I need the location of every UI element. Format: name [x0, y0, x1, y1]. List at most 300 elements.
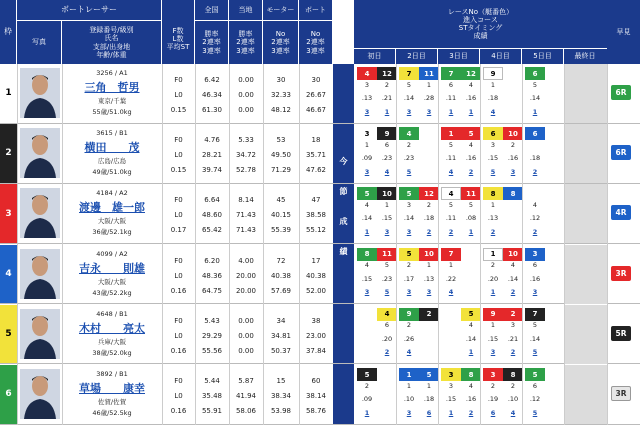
st-timing: .12 — [529, 395, 541, 403]
racer-row[interactable] — [0, 124, 640, 184]
race-no-badge[interactable]: 2 — [419, 308, 439, 321]
flst-value: F0 — [174, 256, 183, 265]
race-no-badge[interactable]: 10 — [503, 248, 523, 261]
top2-label: 2連率 — [271, 38, 290, 47]
st-timing: .14 — [403, 214, 415, 223]
flst-value: F0 — [174, 76, 183, 84]
stat-value: 71.43 — [235, 211, 257, 220]
mid-char: 成 — [339, 217, 348, 226]
final-day-cell — [565, 184, 607, 243]
stat-value: 57.69 — [270, 286, 292, 295]
stat-value: 26.67 — [305, 91, 327, 99]
finish-result[interactable]: 3 — [532, 288, 538, 297]
racer-avatar-icon — [20, 249, 60, 299]
st-timing: .18 — [529, 154, 541, 163]
stat-value: 48.12 — [270, 106, 292, 114]
stat-value: 50.37 — [270, 346, 292, 355]
race-no-badge[interactable]: 1 — [441, 127, 461, 140]
st-timing: .20 — [487, 274, 499, 283]
stat-value: 5.33 — [238, 136, 254, 145]
race-no-badge[interactable]: 11 — [461, 187, 481, 200]
race-no-badge[interactable]: 10 — [503, 127, 523, 140]
stat-value: 60 — [311, 377, 321, 385]
f-count-label: F数 — [172, 26, 184, 35]
course-value: 6 — [384, 140, 390, 149]
st-timing: .14 — [507, 274, 519, 283]
race-no-badge[interactable]: 6 — [483, 127, 503, 140]
top3-label: 3連率 — [236, 46, 255, 55]
racer-photo — [20, 68, 60, 118]
finish-result[interactable]: 6 — [426, 408, 432, 417]
flst-value: 0.16 — [170, 407, 187, 415]
stat-value: 23.00 — [305, 331, 327, 340]
finish-result[interactable]: 5 — [532, 348, 538, 357]
finish-result[interactable]: 2 — [490, 227, 496, 236]
stat-value: 55.91 — [201, 407, 223, 415]
race-no-badge[interactable]: 9 — [483, 67, 503, 80]
boat-number: 2 — [0, 124, 17, 183]
age-weight: 38歳/52.0kg — [92, 348, 132, 357]
boat-header: ボート — [299, 0, 333, 20]
column-divider — [299, 64, 300, 425]
race-no-badge[interactable]: 8 — [483, 187, 503, 200]
course-label: 進入コース — [463, 15, 498, 24]
course-value: 6 — [532, 261, 538, 270]
st-timing: .26 — [403, 334, 415, 343]
stat-value: 6.20 — [204, 256, 220, 265]
flst-value: L0 — [174, 211, 183, 220]
mid-char: 節 — [339, 187, 348, 196]
course-value: 2 — [406, 321, 412, 330]
stat-value: 5.87 — [238, 377, 254, 385]
stat-value: 5.44 — [204, 377, 220, 385]
race-no-badge[interactable]: 7 — [399, 67, 419, 80]
day-header: 初日 — [354, 49, 396, 64]
stat-value: 58.76 — [305, 407, 327, 415]
st-timing: .16 — [465, 94, 477, 102]
branch: 兵庫/大阪 — [97, 337, 127, 346]
column-divider — [17, 64, 18, 425]
finish-result[interactable]: 4 — [448, 167, 454, 176]
race-no-badge[interactable]: 12 — [377, 67, 397, 80]
early-race-button[interactable]: 3R — [611, 266, 631, 281]
finish-result[interactable]: 1 — [490, 288, 496, 297]
racer-name[interactable]: 吉永 則雄 — [79, 261, 145, 275]
course-value: 1 — [364, 140, 370, 149]
course-value: 1 — [490, 80, 496, 89]
race-no-badge[interactable]: 2 — [503, 308, 523, 321]
stat-value: 0.00 — [238, 316, 254, 325]
course-value: 2 — [490, 381, 496, 390]
stat-value: 38.14 — [305, 392, 327, 400]
early-race-button[interactable]: 3R — [611, 386, 631, 401]
stat-value: 38.34 — [270, 392, 292, 400]
race-no-badge[interactable]: 3 — [441, 368, 461, 381]
age-weight-label: 年齢/体重 — [96, 50, 127, 59]
course-value: 5 — [448, 140, 454, 149]
finish-result[interactable]: 2 — [510, 348, 516, 357]
flst-value: 0.16 — [170, 346, 187, 355]
finish-result[interactable]: 3 — [364, 167, 370, 176]
final-day-cell — [565, 124, 607, 183]
course-value: 4 — [510, 261, 516, 270]
stat-value: 58.06 — [235, 407, 257, 415]
stat-value: 52.78 — [235, 166, 257, 175]
column-divider — [195, 64, 196, 425]
finish-result[interactable]: 6 — [490, 408, 496, 417]
column-divider — [396, 64, 397, 425]
race-no-badge[interactable]: 3 — [525, 248, 545, 261]
flst-value: 0.17 — [170, 226, 187, 235]
st-timing-label: STタイミング — [458, 24, 503, 32]
st-timing: .10 — [507, 395, 519, 403]
day-header: 最終日 — [574, 52, 596, 61]
st-timing: .13 — [487, 214, 499, 223]
st-timing: .21 — [381, 94, 393, 102]
final-day-cell — [565, 64, 607, 123]
stat-value: 65.42 — [201, 226, 223, 235]
mid-char: 績 — [339, 247, 348, 256]
race-no-badge[interactable]: 7 — [441, 67, 461, 80]
course-value: 6 — [448, 80, 454, 89]
race-no-badge[interactable]: 12 — [419, 187, 439, 200]
st-timing: .10 — [403, 395, 415, 403]
st-timing: .13 — [361, 94, 373, 102]
flst-value: 0.15 — [170, 106, 187, 114]
stat-value: 49.50 — [270, 151, 292, 160]
avg-st-label: 平均ST — [166, 43, 190, 52]
race-no-badge[interactable]: 5 — [525, 368, 545, 381]
stat-value: 18 — [311, 136, 321, 145]
course-value: 2 — [510, 381, 516, 390]
course-value: 5 — [384, 261, 390, 270]
finish-result[interactable]: 2 — [448, 227, 454, 236]
st-timing: .09 — [361, 395, 373, 403]
race-no-badge[interactable]: 8 — [503, 368, 523, 381]
race-no-badge[interactable]: 8 — [461, 368, 481, 381]
race-no-badge[interactable]: 10 — [419, 248, 439, 261]
race-no-badge[interactable]: 7 — [441, 248, 461, 261]
finish-result[interactable]: 1 — [532, 107, 538, 116]
finish-result[interactable]: 3 — [406, 107, 412, 116]
reg-class: 4184 / A2 — [96, 189, 128, 198]
day-header: 5日目 — [522, 49, 564, 64]
finish-result[interactable]: 4 — [448, 288, 454, 297]
race-no-badge[interactable]: 11 — [377, 248, 397, 261]
race-no-badge[interactable]: 5 — [357, 187, 377, 200]
finish-result[interactable]: 4 — [510, 408, 516, 417]
racer-name[interactable]: 横田 茂 — [84, 141, 140, 155]
stat-value: 40.38 — [305, 271, 327, 280]
branch: 大阪/大阪 — [97, 217, 127, 226]
course-value: 4 — [364, 200, 370, 209]
reg-class: 4099 / A2 — [96, 249, 128, 258]
course-value: 4 — [468, 140, 474, 149]
st-timing: .21 — [507, 334, 519, 343]
mid-char: 今 — [339, 157, 348, 166]
racer-row[interactable] — [0, 245, 640, 305]
course-value: 5 — [406, 80, 412, 89]
l-count-label: L数 — [172, 34, 184, 43]
race-no-badge[interactable]: 3 — [483, 368, 503, 381]
early-race-button[interactable]: 6R — [611, 85, 631, 100]
day-header: 4日目 — [480, 49, 522, 64]
stat-value: 28.21 — [201, 151, 223, 160]
win-rate-label: 勝率 — [204, 30, 219, 39]
race-no-badge[interactable]: 5 — [399, 187, 419, 200]
stat-value: 34.81 — [270, 331, 292, 340]
race-no-badge[interactable]: 8 — [357, 248, 377, 261]
race-no-badge[interactable]: 4 — [377, 308, 397, 321]
finish-result[interactable]: 1 — [468, 227, 474, 236]
early-race-button[interactable]: 6R — [611, 145, 631, 160]
finish-result[interactable]: 3 — [426, 288, 432, 297]
photo-header: 写真 — [17, 21, 62, 64]
finish-result[interactable]: 3 — [406, 408, 412, 417]
st-timing: .18 — [487, 94, 499, 102]
racer-name[interactable]: 三角 哲男 — [84, 81, 140, 94]
boat-sub-header — [299, 21, 333, 64]
finish-result[interactable]: 4 — [384, 167, 390, 176]
stat-value: 15 — [276, 377, 286, 385]
course-value: 5 — [468, 200, 474, 209]
stat-value: 39.74 — [201, 166, 223, 175]
stat-value: 20.00 — [235, 271, 257, 280]
course-value: 4 — [532, 200, 538, 209]
flst-value: F0 — [174, 377, 183, 385]
age-weight: 49歳/51.0kg — [92, 168, 132, 177]
finish-result[interactable]: 3 — [364, 107, 370, 116]
race-no-badge[interactable]: 4 — [357, 67, 377, 80]
st-timing: .16 — [529, 274, 541, 283]
st-timing: .15 — [361, 274, 373, 283]
race-no-badge[interactable]: 9 — [377, 127, 397, 140]
early-race-button[interactable]: 4R — [611, 205, 631, 220]
branch: 佐賀/佐賀 — [97, 398, 127, 406]
finish-result[interactable]: 2 — [426, 227, 432, 236]
race-no-badge[interactable]: 9 — [399, 308, 419, 321]
finish-result[interactable]: 1 — [468, 348, 474, 357]
racer-row[interactable] — [0, 365, 640, 425]
race-no-badge[interactable]: 5 — [419, 368, 439, 381]
course-value: 2 — [364, 381, 370, 390]
race-no-badge[interactable]: 11 — [419, 67, 439, 80]
stat-value: 0.00 — [238, 331, 254, 340]
stat-value: 20.00 — [235, 286, 257, 295]
st-timing: .16 — [465, 154, 477, 163]
column-divider — [162, 64, 163, 425]
race-no-badge[interactable]: 1 — [399, 368, 419, 381]
column-divider — [564, 64, 565, 425]
stat-value: 38.58 — [305, 211, 327, 220]
race-no-badge[interactable]: 10 — [377, 187, 397, 200]
course-value: 3 — [490, 140, 496, 149]
course-value: 3 — [406, 200, 412, 209]
finish-result[interactable]: 5 — [384, 288, 390, 297]
course-value: 5 — [448, 200, 454, 209]
race-no-badge[interactable]: 5 — [461, 127, 481, 140]
st-timing: .15 — [487, 334, 499, 343]
stat-value: 37.84 — [305, 346, 327, 355]
finish-result[interactable]: 3 — [510, 167, 516, 176]
finish-result[interactable]: 3 — [384, 227, 390, 236]
course-value: 1 — [426, 261, 432, 270]
st-timing: .18 — [423, 395, 435, 403]
race-no-badge[interactable]: 5 — [461, 308, 481, 321]
stat-value: 47.62 — [305, 166, 327, 175]
stat-value: 0.00 — [238, 106, 254, 114]
race-no-badge[interactable]: 8 — [503, 187, 523, 200]
stat-value: 55.12 — [305, 226, 327, 235]
race-no-badge[interactable]: 1 — [483, 248, 503, 261]
stat-value: 55.39 — [270, 226, 292, 235]
st-timing: .15 — [445, 395, 457, 403]
boat-racer-header: ボートレーサー — [17, 0, 162, 20]
st-timing: .15 — [381, 214, 393, 223]
stat-value: 34 — [276, 316, 286, 325]
course-value: 1 — [490, 321, 496, 330]
age-weight: 55歳/51.0kg — [92, 108, 132, 116]
age-weight: 46歳/52.5kg — [92, 409, 132, 417]
flst-value: F0 — [174, 316, 183, 325]
finish-result[interactable]: 1 — [364, 408, 370, 417]
stat-value: 0.00 — [238, 346, 254, 355]
top2-label: 2連率 — [236, 38, 255, 47]
st-timing: .22 — [445, 274, 457, 283]
race-no-badge[interactable]: 5 — [357, 368, 377, 381]
stat-value: 46.67 — [305, 106, 327, 114]
finish-result[interactable]: 3 — [426, 107, 432, 116]
st-timing: .11 — [445, 94, 457, 102]
stat-value: 6.64 — [204, 196, 220, 205]
finish-result[interactable]: 3 — [406, 227, 412, 236]
finish-result[interactable]: 4 — [490, 107, 496, 116]
stat-value: 30 — [311, 76, 321, 84]
course-value: 6 — [532, 381, 538, 390]
finish-result[interactable]: 1 — [384, 107, 390, 116]
finish-result[interactable]: 3 — [490, 348, 496, 357]
stat-value: 64.75 — [201, 286, 223, 295]
finish-result[interactable]: 1 — [448, 107, 454, 116]
final-day-cell — [565, 245, 607, 304]
branch-label: 支部/出身地 — [92, 42, 131, 51]
finish-result[interactable]: 2 — [468, 167, 474, 176]
early-race-button[interactable]: 5R — [611, 326, 631, 341]
finish-result[interactable]: 3 — [364, 288, 370, 297]
age-weight: 43歳/52.2kg — [92, 288, 132, 297]
final-day-cell — [565, 305, 607, 364]
stat-value: 4.76 — [204, 136, 220, 145]
flst-value: F0 — [174, 196, 183, 205]
column-divider — [438, 64, 439, 425]
finish-result[interactable]: 5 — [490, 167, 496, 176]
stat-value: 55.56 — [201, 346, 223, 355]
racer-photo — [20, 249, 60, 299]
st-timing: .14 — [361, 214, 373, 223]
st-timing: .16 — [465, 395, 477, 403]
racer-name[interactable]: 草場 康幸 — [79, 382, 145, 395]
stat-value: 34.72 — [235, 151, 257, 160]
racer-row[interactable] — [0, 305, 640, 365]
race-no-badge[interactable]: 6 — [525, 127, 545, 140]
stat-value: 72 — [276, 256, 286, 265]
stat-value: 53.98 — [270, 407, 292, 415]
local-header: 当地 — [229, 0, 263, 20]
race-no-badge[interactable]: 4 — [399, 127, 419, 140]
course-value: 4 — [468, 80, 474, 89]
race-no-badge[interactable]: 7 — [525, 308, 545, 321]
column-divider — [607, 64, 608, 425]
race-no-badge[interactable]: 6 — [525, 67, 545, 80]
flst-value: L0 — [174, 151, 183, 160]
racer-row[interactable] — [0, 64, 640, 124]
stat-value: 35.48 — [201, 392, 223, 400]
race-no-badge[interactable]: 9 — [483, 308, 503, 321]
national-header: 全国 — [195, 0, 229, 20]
top3-label: 3連率 — [306, 46, 325, 55]
age-weight: 36歳/52.1kg — [92, 228, 132, 237]
flst-value: L0 — [174, 271, 183, 280]
no-label: No — [275, 30, 286, 39]
finish-result[interactable]: 4 — [406, 348, 412, 357]
st-timing: .09 — [361, 154, 373, 163]
course-value: 1 — [426, 80, 432, 89]
stat-value: 17 — [311, 256, 321, 265]
race-no-badge[interactable]: 12 — [461, 67, 481, 80]
course-value: 1 — [384, 200, 390, 209]
reg-class: 4648 / B1 — [96, 309, 128, 318]
racer-name[interactable]: 渡邊 雄一郎 — [79, 201, 145, 215]
finish-result[interactable]: 2 — [384, 348, 390, 357]
finish-result[interactable]: 5 — [532, 408, 538, 417]
racer-avatar-icon — [20, 309, 60, 359]
branch: 大阪/大阪 — [97, 277, 127, 286]
st-timing: .14 — [403, 94, 415, 102]
race-no-badge[interactable]: 5 — [399, 248, 419, 261]
top3-label: 3連率 — [271, 46, 290, 55]
finish-result[interactable]: 2 — [532, 227, 538, 236]
finish-result[interactable]: 3 — [406, 288, 412, 297]
finish-result[interactable]: 2 — [468, 408, 474, 417]
racer-name[interactable]: 木村 亮太 — [79, 321, 145, 335]
finish-result[interactable]: 5 — [406, 167, 412, 176]
racer-avatar-icon — [20, 128, 60, 178]
course-value: 5 — [532, 80, 538, 89]
branch: 東京/千葉 — [97, 97, 127, 105]
course-value: 1 — [448, 261, 454, 270]
race-no-badge[interactable]: 3 — [357, 127, 377, 140]
finish-result[interactable]: 1 — [448, 408, 454, 417]
st-timing: .18 — [423, 214, 435, 223]
st-timing: .13 — [423, 274, 435, 283]
finish-result[interactable]: 2 — [510, 288, 516, 297]
finish-result[interactable]: 1 — [364, 227, 370, 236]
st-timing: .11 — [445, 214, 457, 223]
stat-value: 30 — [276, 76, 286, 84]
column-divider — [229, 64, 230, 425]
stat-value: 35.71 — [305, 151, 327, 160]
national-sub-header — [195, 21, 229, 64]
race-no-badge[interactable]: 4 — [441, 187, 461, 200]
st-timing: .28 — [423, 94, 435, 102]
st-timing: .20 — [381, 334, 393, 343]
finish-result[interactable]: 1 — [468, 107, 474, 116]
final-day-cell — [565, 365, 607, 424]
st-timing: .14 — [529, 94, 541, 102]
boat-number: 6 — [0, 365, 17, 424]
finish-result[interactable]: 2 — [532, 167, 538, 176]
racer-row[interactable] — [0, 184, 640, 244]
